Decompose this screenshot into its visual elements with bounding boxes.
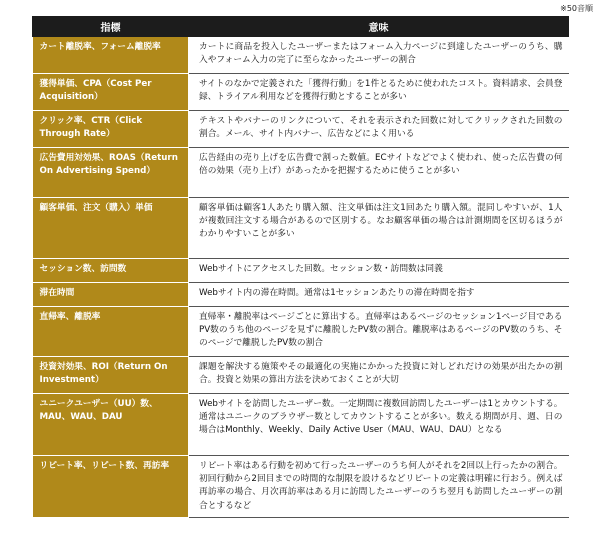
metric-meaning: リピート率はある行動を初めて行ったユーザーのうち何人がそれを2回以上行ったかの割合。初回行動から2回目までの時間的な制限を設けるなどリピートの定義は明確に行おう。例えば再訪率の場合、月次再訪率はある月に訪問したユーザーのうち翌月も訪問したユーザーの割合とするなど — [189, 456, 569, 518]
table-row — [33, 259, 569, 283]
table-row — [33, 283, 569, 307]
table-row — [33, 456, 569, 518]
metric-meaning: テキストやバナーのリンクについて、それを表示された回数に対してクリックされた回数の割合。メール、サイト内バナー、広告などによく用いる — [189, 111, 569, 148]
table-row — [33, 394, 569, 456]
metric-term: 滞在時間 — [33, 283, 189, 307]
metric-meaning: 広告経由の売り上げを広告費で割った数値。ECサイトなどでよく使われ、使った広告費の何倍の効果（売り上げ）があったかを把握するために使うことが多い — [189, 148, 569, 198]
table-row — [33, 148, 569, 198]
table-row — [33, 111, 569, 148]
metrics-table — [32, 16, 569, 518]
table-header-row — [33, 17, 569, 37]
header-term: 指標 — [33, 17, 189, 37]
metric-meaning: 課題を解決する施策やその最適化の実施にかかった投資に対しどれだけの効果が出たかの割合。投資と効果の算出方法を決めておくことが大切 — [189, 357, 569, 394]
metric-term: リピート率、リピート数、再訪率 — [33, 456, 189, 518]
metric-term: ユニークユーザー（UU）数、MAU、WAU、DAU — [33, 394, 189, 456]
metric-term: セッション数、訪問数 — [33, 259, 189, 283]
table-row — [33, 74, 569, 111]
metric-term: 広告費用対効果、ROAS（Return On Advertising Spend） — [33, 148, 189, 198]
header-meaning: 意味 — [189, 17, 569, 37]
metric-meaning: Webサイトを訪問したユーザー数。一定期間に複数回訪問したユーザーは1とカウントする。通常はユニークのブラウザー数としてカウントすることが多い。数える期間が月、週、日の場合はMonthly、Weekly、Daily Active User（MAU、WAU、DAU）となる — [189, 394, 569, 456]
metric-meaning: サイトのなかで定義された「獲得行動」を1件とるために使われたコスト。資料請求、会員登録、トライアル利用などを獲得行動とすることが多い — [189, 74, 569, 111]
metric-term: 投資対効果、ROI（Return On Investment） — [33, 357, 189, 394]
metric-term: カート離脱率、フォーム離脱率 — [33, 37, 189, 74]
metric-meaning: 顧客単価は顧客1人あたり購入額、注文単価は注文1回あたり購入額。混同しやすいが、1人が複数回注文する場合があるので区別する。なお顧客単価の場合は計測期間を区切るほうがわかりやすいことが多い — [189, 198, 569, 259]
table-row — [33, 37, 569, 74]
metric-meaning: Webサイトにアクセスした回数。セッション数・訪問数は同義 — [189, 259, 569, 283]
metric-term: クリック率、CTR（Click Through Rate） — [33, 111, 189, 148]
sort-order-note: ※50音順 — [560, 4, 593, 13]
metric-meaning: Webサイト内の滞在時間。通常は1セッションあたりの滞在時間を指す — [189, 283, 569, 307]
table-row — [33, 357, 569, 394]
metric-meaning: 直帰率・離脱率はページごとに算出する。直帰率はあるページのセッション1ページ目であるPV数のうち他のページを見ずに離脱したPV数の割合。離脱率はあるページのPV数のうち、そのページで離脱したPV数の割合 — [189, 307, 569, 357]
table-row — [33, 198, 569, 259]
metric-meaning: カートに商品を投入したユーザーまたはフォーム入力ページに到達したユーザーのうち、購入やフォーム入力の完了に至らなかったユーザーの割合 — [189, 37, 569, 74]
table-row — [33, 307, 569, 357]
metric-term: 獲得単価、CPA（Cost Per Acquisition） — [33, 74, 189, 111]
metric-term: 顧客単価、注文（購入）単価 — [33, 198, 189, 259]
metric-term: 直帰率、離脱率 — [33, 307, 189, 357]
